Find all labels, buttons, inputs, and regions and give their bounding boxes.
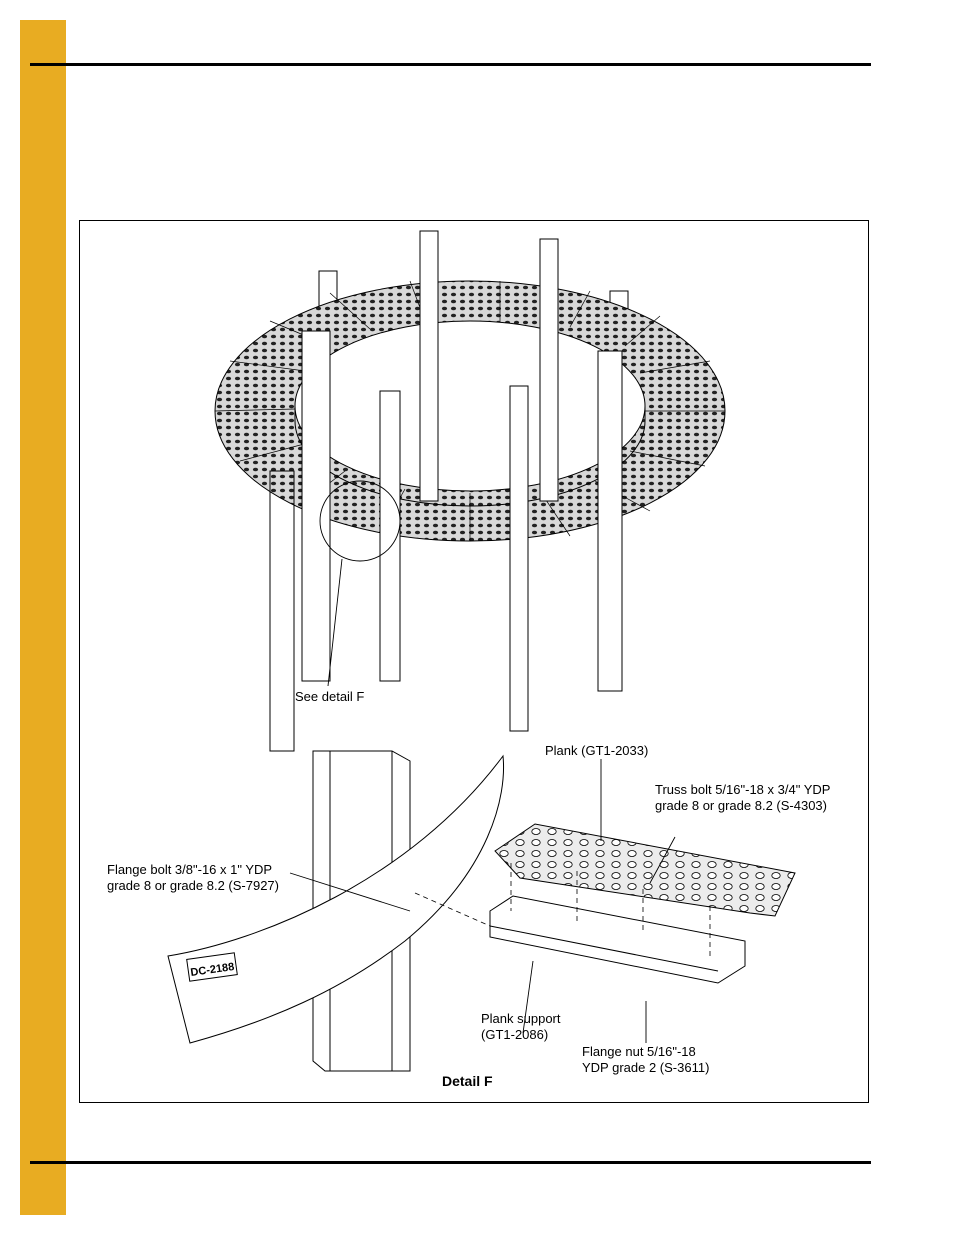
- plank-callout: Plank (GT1-2033): [545, 743, 649, 758]
- assembly-figure: [79, 220, 869, 1103]
- flange-bolt-callout: Flange bolt 3/8"-16 x 1" YDP grade 8 or grade 8.2 (S-7927): [107, 862, 279, 893]
- see-detail-callout: See detail F: [295, 689, 365, 704]
- side-color-tab: [20, 20, 66, 1215]
- part-marking-text: DC-2188: [189, 960, 236, 979]
- detail-f-title: Detail F: [442, 1073, 493, 1089]
- plank-support-callout: Plank support (GT1-2086): [481, 1011, 561, 1042]
- assembly-drawing: [80, 221, 868, 1102]
- header-rule: [30, 63, 871, 66]
- flange-nut-callout: Flange nut 5/16"-18 YDP grade 2 (S-3611): [582, 1044, 710, 1075]
- catwalk-ring-drawing: [215, 231, 725, 751]
- truss-bolt-callout: Truss bolt 5/16"-18 x 3/4" YDP grade 8 or grade 8.2 (S-4303): [655, 782, 831, 813]
- footer-rule: [30, 1161, 871, 1164]
